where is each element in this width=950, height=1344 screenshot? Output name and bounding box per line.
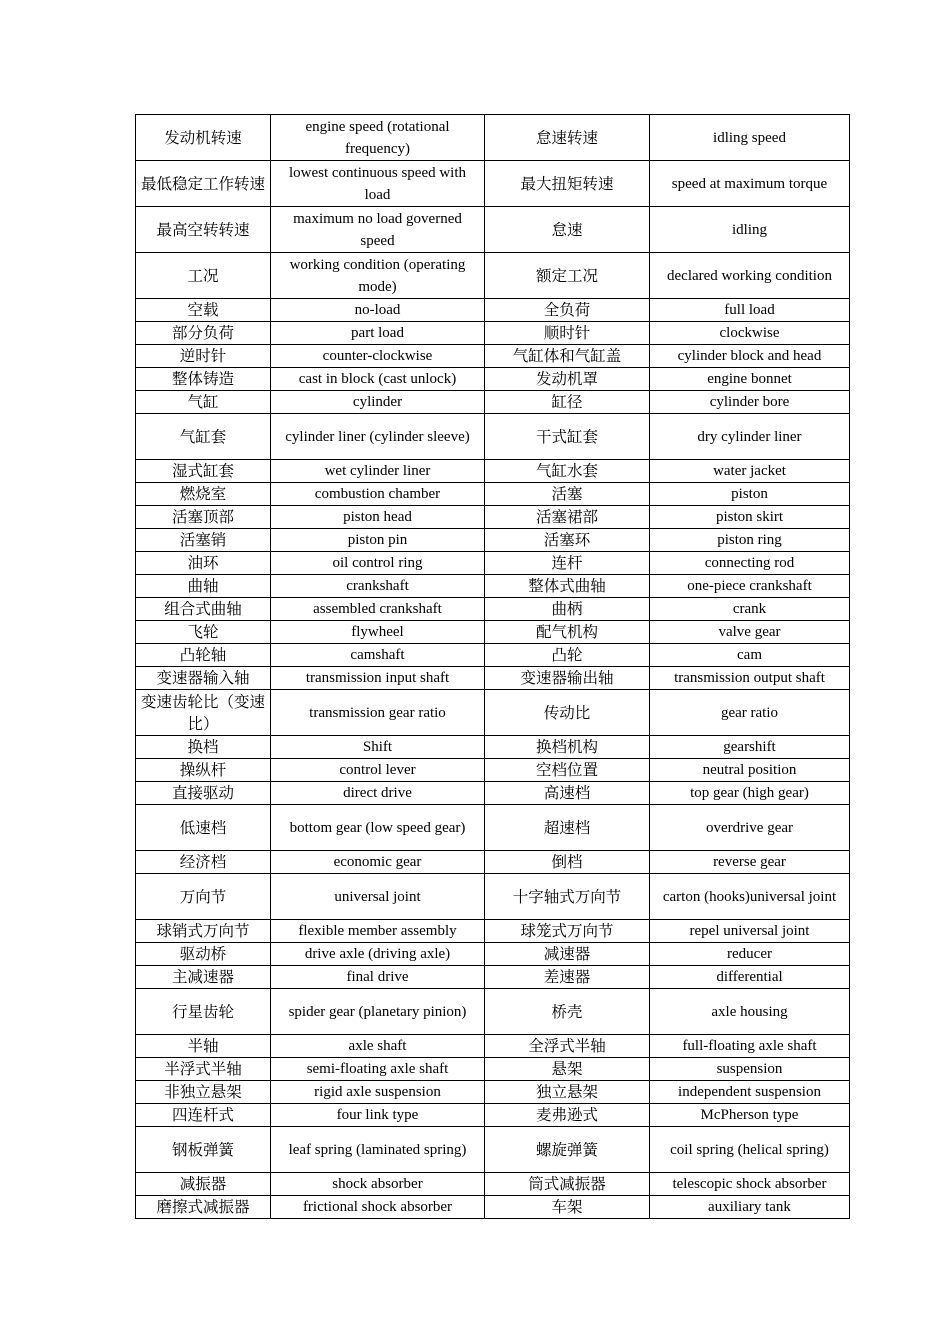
table-cell-chinese-term: 独立悬架 xyxy=(485,1081,650,1104)
table-cell-english-term: control lever xyxy=(271,759,485,782)
table-cell-english-term: gearshift xyxy=(650,736,850,759)
table-cell-english-term: full-floating axle shaft xyxy=(650,1035,850,1058)
table-row xyxy=(136,506,850,529)
table-cell-english-term: cast in block (cast unlock) xyxy=(271,368,485,391)
table-row xyxy=(136,943,850,966)
table-cell-chinese-term: 活塞顶部 xyxy=(136,506,271,529)
table-cell-chinese-term: 活塞裙部 xyxy=(485,506,650,529)
table-cell-english-term: part load xyxy=(271,322,485,345)
table-cell-chinese-term: 顺时针 xyxy=(485,322,650,345)
table-row xyxy=(136,483,850,506)
table-cell-chinese-term: 麦弗逊式 xyxy=(485,1104,650,1127)
table-cell-english-term: McPherson type xyxy=(650,1104,850,1127)
table-cell-chinese-term: 驱动桥 xyxy=(136,943,271,966)
table-cell-chinese-term: 飞轮 xyxy=(136,621,271,644)
table-row xyxy=(136,391,850,414)
glossary-table xyxy=(135,114,850,1219)
table-cell-chinese-term: 减速器 xyxy=(485,943,650,966)
table-cell-english-term: counter-clockwise xyxy=(271,345,485,368)
table-cell-chinese-term: 桥壳 xyxy=(485,989,650,1035)
table-cell-english-term: oil control ring xyxy=(271,552,485,575)
table-cell-chinese-term: 球销式万向节 xyxy=(136,920,271,943)
table-cell-english-term: auxiliary tank xyxy=(650,1196,850,1219)
table-row xyxy=(136,575,850,598)
table-row xyxy=(136,161,850,207)
table-row xyxy=(136,759,850,782)
table-row xyxy=(136,345,850,368)
table-cell-english-term: reducer xyxy=(650,943,850,966)
table-cell-english-term: lowest continuous speed with load xyxy=(271,161,485,207)
table-row xyxy=(136,989,850,1035)
table-cell-chinese-term: 半浮式半轴 xyxy=(136,1058,271,1081)
table-cell-english-term: leaf spring (laminated spring) xyxy=(271,1127,485,1173)
table-cell-chinese-term: 超速档 xyxy=(485,805,650,851)
table-cell-english-term: piston pin xyxy=(271,529,485,552)
table-cell-english-term: cylinder liner (cylinder sleeve) xyxy=(271,414,485,460)
table-cell-english-term: semi-floating axle shaft xyxy=(271,1058,485,1081)
table-cell-chinese-term: 差速器 xyxy=(485,966,650,989)
table-cell-chinese-term: 气缸水套 xyxy=(485,460,650,483)
table-cell-chinese-term: 气缸体和气缸盖 xyxy=(485,345,650,368)
table-cell-chinese-term: 最高空转转速 xyxy=(136,207,271,253)
table-cell-chinese-term: 最低稳定工作转速 xyxy=(136,161,271,207)
table-cell-english-term: camshaft xyxy=(271,644,485,667)
table-cell-english-term: cam xyxy=(650,644,850,667)
table-cell-english-term: speed at maximum torque xyxy=(650,161,850,207)
table-row xyxy=(136,621,850,644)
table-cell-chinese-term: 球笼式万向节 xyxy=(485,920,650,943)
table-cell-english-term: overdrive gear xyxy=(650,805,850,851)
table-cell-english-term: engine bonnet xyxy=(650,368,850,391)
table-cell-chinese-term: 四连杆式 xyxy=(136,1104,271,1127)
table-row xyxy=(136,598,850,621)
table-cell-chinese-term: 低速档 xyxy=(136,805,271,851)
table-cell-chinese-term: 全负荷 xyxy=(485,299,650,322)
table-cell-english-term: idling speed xyxy=(650,115,850,161)
table-cell-chinese-term: 活塞环 xyxy=(485,529,650,552)
table-cell-english-term: piston head xyxy=(271,506,485,529)
table-cell-english-term: four link type xyxy=(271,1104,485,1127)
table-cell-english-term: drive axle (driving axle) xyxy=(271,943,485,966)
table-cell-chinese-term: 换档机构 xyxy=(485,736,650,759)
table-cell-english-term: universal joint xyxy=(271,874,485,920)
table-cell-chinese-term: 干式缸套 xyxy=(485,414,650,460)
table-cell-english-term: valve gear xyxy=(650,621,850,644)
table-cell-chinese-term: 气缸 xyxy=(136,391,271,414)
table-cell-english-term: no-load xyxy=(271,299,485,322)
table-cell-chinese-term: 空档位置 xyxy=(485,759,650,782)
table-cell-english-term: telescopic shock absorber xyxy=(650,1173,850,1196)
table-cell-chinese-term: 半轴 xyxy=(136,1035,271,1058)
table-cell-english-term: cylinder bore xyxy=(650,391,850,414)
table-cell-chinese-term: 十字轴式万向节 xyxy=(485,874,650,920)
table-cell-english-term: piston skirt xyxy=(650,506,850,529)
table-cell-chinese-term: 钢板弹簧 xyxy=(136,1127,271,1173)
table-cell-english-term: neutral position xyxy=(650,759,850,782)
table-row xyxy=(136,736,850,759)
table-cell-chinese-term: 车架 xyxy=(485,1196,650,1219)
table-row xyxy=(136,460,850,483)
table-cell-english-term: independent suspension xyxy=(650,1081,850,1104)
table-cell-chinese-term: 发动机罩 xyxy=(485,368,650,391)
table-cell-chinese-term: 螺旋弹簧 xyxy=(485,1127,650,1173)
table-row xyxy=(136,1196,850,1219)
table-cell-chinese-term: 油环 xyxy=(136,552,271,575)
table-cell-chinese-term: 万向节 xyxy=(136,874,271,920)
table-cell-chinese-term: 活塞销 xyxy=(136,529,271,552)
table-cell-english-term: working condition (operating mode) xyxy=(271,253,485,299)
table-cell-english-term: direct drive xyxy=(271,782,485,805)
table-row xyxy=(136,322,850,345)
table-row xyxy=(136,552,850,575)
table-cell-chinese-term: 逆时针 xyxy=(136,345,271,368)
table-cell-english-term: gear ratio xyxy=(650,690,850,736)
table-cell-chinese-term: 燃烧室 xyxy=(136,483,271,506)
table-cell-english-term: frictional shock absorber xyxy=(271,1196,485,1219)
table-cell-english-term: differential xyxy=(650,966,850,989)
table-cell-chinese-term: 变速器输入轴 xyxy=(136,667,271,690)
table-cell-chinese-term: 行星齿轮 xyxy=(136,989,271,1035)
table-cell-english-term: top gear (high gear) xyxy=(650,782,850,805)
table-row xyxy=(136,253,850,299)
table-cell-english-term: transmission input shaft xyxy=(271,667,485,690)
table-row xyxy=(136,115,850,161)
table-cell-english-term: combustion chamber xyxy=(271,483,485,506)
table-cell-chinese-term: 操纵杆 xyxy=(136,759,271,782)
table-cell-english-term: idling xyxy=(650,207,850,253)
table-cell-chinese-term: 活塞 xyxy=(485,483,650,506)
table-cell-chinese-term: 减振器 xyxy=(136,1173,271,1196)
table-cell-chinese-term: 非独立悬架 xyxy=(136,1081,271,1104)
table-cell-chinese-term: 经济档 xyxy=(136,851,271,874)
table-row xyxy=(136,1081,850,1104)
table-cell-english-term: crankshaft xyxy=(271,575,485,598)
table-cell-english-term: coil spring (helical spring) xyxy=(650,1127,850,1173)
table-cell-english-term: rigid axle suspension xyxy=(271,1081,485,1104)
table-cell-english-term: engine speed (rotational frequency) xyxy=(271,115,485,161)
table-cell-chinese-term: 发动机转速 xyxy=(136,115,271,161)
table-cell-english-term: wet cylinder liner xyxy=(271,460,485,483)
table-cell-chinese-term: 组合式曲轴 xyxy=(136,598,271,621)
table-cell-english-term: full load xyxy=(650,299,850,322)
table-cell-chinese-term: 变速器输出轴 xyxy=(485,667,650,690)
table-cell-english-term: water jacket xyxy=(650,460,850,483)
table-row xyxy=(136,299,850,322)
table-cell-chinese-term: 直接驱动 xyxy=(136,782,271,805)
table-cell-english-term: crank xyxy=(650,598,850,621)
table-cell-chinese-term: 全浮式半轴 xyxy=(485,1035,650,1058)
table-cell-english-term: suspension xyxy=(650,1058,850,1081)
table-cell-chinese-term: 凸轮轴 xyxy=(136,644,271,667)
table-cell-english-term: reverse gear xyxy=(650,851,850,874)
table-cell-chinese-term: 曲轴 xyxy=(136,575,271,598)
table-cell-chinese-term: 部分负荷 xyxy=(136,322,271,345)
table-cell-english-term: clockwise xyxy=(650,322,850,345)
table-cell-english-term: transmission output shaft xyxy=(650,667,850,690)
table-row xyxy=(136,874,850,920)
table-cell-chinese-term: 气缸套 xyxy=(136,414,271,460)
table-row xyxy=(136,920,850,943)
glossary-body xyxy=(136,115,850,1219)
table-row xyxy=(136,529,850,552)
table-row xyxy=(136,207,850,253)
table-cell-english-term: maximum no load governed speed xyxy=(271,207,485,253)
table-cell-english-term: shock absorber xyxy=(271,1173,485,1196)
table-row xyxy=(136,667,850,690)
table-cell-chinese-term: 工况 xyxy=(136,253,271,299)
table-cell-english-term: flywheel xyxy=(271,621,485,644)
table-cell-chinese-term: 换档 xyxy=(136,736,271,759)
table-cell-english-term: repel universal joint xyxy=(650,920,850,943)
table-cell-english-term: dry cylinder liner xyxy=(650,414,850,460)
table-cell-chinese-term: 筒式减振器 xyxy=(485,1173,650,1196)
table-cell-english-term: connecting rod xyxy=(650,552,850,575)
table-cell-chinese-term: 主减速器 xyxy=(136,966,271,989)
table-row xyxy=(136,414,850,460)
table-cell-chinese-term: 曲柄 xyxy=(485,598,650,621)
table-cell-english-term: cylinder xyxy=(271,391,485,414)
table-cell-chinese-term: 传动比 xyxy=(485,690,650,736)
table-cell-english-term: Shift xyxy=(271,736,485,759)
table-cell-english-term: axle housing xyxy=(650,989,850,1035)
table-cell-english-term: carton (hooks)universal joint xyxy=(650,874,850,920)
table-row xyxy=(136,1058,850,1081)
table-cell-chinese-term: 最大扭矩转速 xyxy=(485,161,650,207)
table-row xyxy=(136,1127,850,1173)
table-cell-english-term: economic gear xyxy=(271,851,485,874)
table-cell-chinese-term: 倒档 xyxy=(485,851,650,874)
table-cell-english-term: axle shaft xyxy=(271,1035,485,1058)
table-cell-chinese-term: 整体式曲轴 xyxy=(485,575,650,598)
table-cell-english-term: cylinder block and head xyxy=(650,345,850,368)
table-row xyxy=(136,966,850,989)
table-cell-chinese-term: 变速齿轮比（变速比） xyxy=(136,690,271,736)
table-cell-chinese-term: 湿式缸套 xyxy=(136,460,271,483)
table-row xyxy=(136,690,850,736)
table-row xyxy=(136,1104,850,1127)
table-cell-chinese-term: 连杆 xyxy=(485,552,650,575)
table-row xyxy=(136,782,850,805)
table-row xyxy=(136,851,850,874)
table-cell-chinese-term: 悬架 xyxy=(485,1058,650,1081)
table-cell-english-term: spider gear (planetary pinion) xyxy=(271,989,485,1035)
table-row xyxy=(136,805,850,851)
table-cell-chinese-term: 磨擦式减振器 xyxy=(136,1196,271,1219)
table-cell-chinese-term: 整体铸造 xyxy=(136,368,271,391)
table-cell-chinese-term: 凸轮 xyxy=(485,644,650,667)
table-row xyxy=(136,1173,850,1196)
table-cell-english-term: bottom gear (low speed gear) xyxy=(271,805,485,851)
table-cell-chinese-term: 怠速转速 xyxy=(485,115,650,161)
table-cell-chinese-term: 缸径 xyxy=(485,391,650,414)
table-cell-chinese-term: 额定工况 xyxy=(485,253,650,299)
table-cell-english-term: piston ring xyxy=(650,529,850,552)
table-cell-english-term: final drive xyxy=(271,966,485,989)
table-row xyxy=(136,368,850,391)
table-cell-english-term: transmission gear ratio xyxy=(271,690,485,736)
table-row xyxy=(136,1035,850,1058)
table-cell-chinese-term: 配气机构 xyxy=(485,621,650,644)
table-cell-english-term: one-piece crankshaft xyxy=(650,575,850,598)
table-cell-chinese-term: 空载 xyxy=(136,299,271,322)
table-cell-chinese-term: 高速档 xyxy=(485,782,650,805)
table-cell-english-term: flexible member assembly xyxy=(271,920,485,943)
table-cell-chinese-term: 怠速 xyxy=(485,207,650,253)
table-cell-english-term: piston xyxy=(650,483,850,506)
table-cell-english-term: assembled crankshaft xyxy=(271,598,485,621)
table-row xyxy=(136,644,850,667)
table-cell-english-term: declared working condition xyxy=(650,253,850,299)
